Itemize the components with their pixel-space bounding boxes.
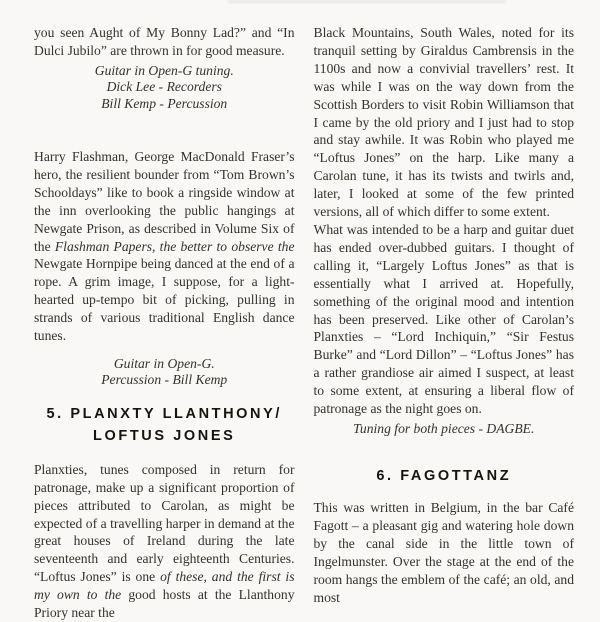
- spacer: [314, 487, 575, 499]
- track-heading-5: [34, 403, 295, 447]
- credit-line: Tuning for both pieces - DAGBE.: [353, 420, 535, 436]
- credit-line: Guitar in Open-G.: [113, 356, 215, 371]
- spacer: [34, 389, 295, 403]
- left-column: [34, 24, 295, 621]
- spacer: [34, 447, 295, 461]
- track-credits: [34, 356, 295, 389]
- track-credits: [34, 63, 295, 112]
- paragraph: Planxties, tunes composed in return for patronage, make up a significant proportion of pieces attributed to Carolan, as might be expected of a travelling harper in demand at the great houses of Ireland during the late seventeenth and early eighteenth Centuries. “Loftus Jones” is one of these, and the first is my own to the good hosts at the Llanthony Priory near the: [34, 461, 295, 621]
- paragraph: What was intended to be a harp and guitar duet has ended over-dubbed guitars. I thought of calling it, “Largely Loftus Jones” as that is essentially what I arrived at. Hopefully, something of the original mood and intention has been preserved. Like other of Carolan’s Planxties – “Lord Inchiquin,” “Sir Festus Burke” and “Lord Dillon” – “Loftus Jones” has a rather grandiose air aimed I suspect, at least to some extent, at ensuring a liberal flow of patronage as the night goes on.: [313, 221, 574, 417]
- tuning-note: [314, 421, 575, 437]
- credit-line: Dick Lee - Recorders: [106, 79, 222, 95]
- booklet-text-area: [34, 24, 574, 621]
- credit-line: Bill Kemp - Percussion: [101, 95, 228, 111]
- credit-line: Percussion - Bill Kemp: [101, 372, 228, 388]
- spacer: [314, 437, 575, 465]
- paragraph: Black Mountains, South Wales, noted for its tranquil setting by Giraldus Cambrensis in the 1100s and now a convivial travellers’ rest. It was while I was on the way down from the Scottish Borders to visit Robin Williamson that I came by the old priory and I just had to stop and stay awhile. It was Robin who played me “Loftus Jones” on the harp. Like many a Carolan tune, it has its twists and twirls and, later, I looked at some of the few printed versions, all of which differ to some extent.: [313, 25, 574, 220]
- paragraph: Harry Flashman, George MacDonald Fraser’s hero, the resilient bounder from “Tom Brown’s Schooldays” like to book a ringside window at the inn overlooking the public hangings at Newgate Prison, as described in Volume Six of the Flashman Papers, the better to observe the Newgate Hornpipe being danced at the end of a rope. A grim image, I suppose, for a light-hearted up-tempo bit of picking, pulling in strands of various traditional English dance tunes.: [34, 149, 295, 344]
- track-heading-line: 5. PLANXTY LLANTHONY/: [46, 405, 283, 422]
- track-heading-6: 6. FAGOTTANZ: [376, 468, 512, 485]
- right-column: [313, 24, 575, 605]
- credit-line: Guitar in Open-G tuning.: [94, 62, 234, 78]
- paragraph: you seen Aught of My Bonny Lad?” and “In Dulci Jubilo” are thrown in for good measure.: [34, 25, 295, 58]
- paragraph: This was written in Belgium, in the bar Café Fagott – a pleasant gig and watering hole down by the canal side in the little town of Ingelmunster. Over the stage at the end of the room hangs the emblem of the café; an old, and most: [313, 500, 574, 605]
- spacer: [34, 112, 295, 148]
- scan-artifact-smudge: [228, 0, 506, 3]
- track-heading-line: LOFTUS JONES: [93, 427, 236, 444]
- spacer: [34, 345, 295, 353]
